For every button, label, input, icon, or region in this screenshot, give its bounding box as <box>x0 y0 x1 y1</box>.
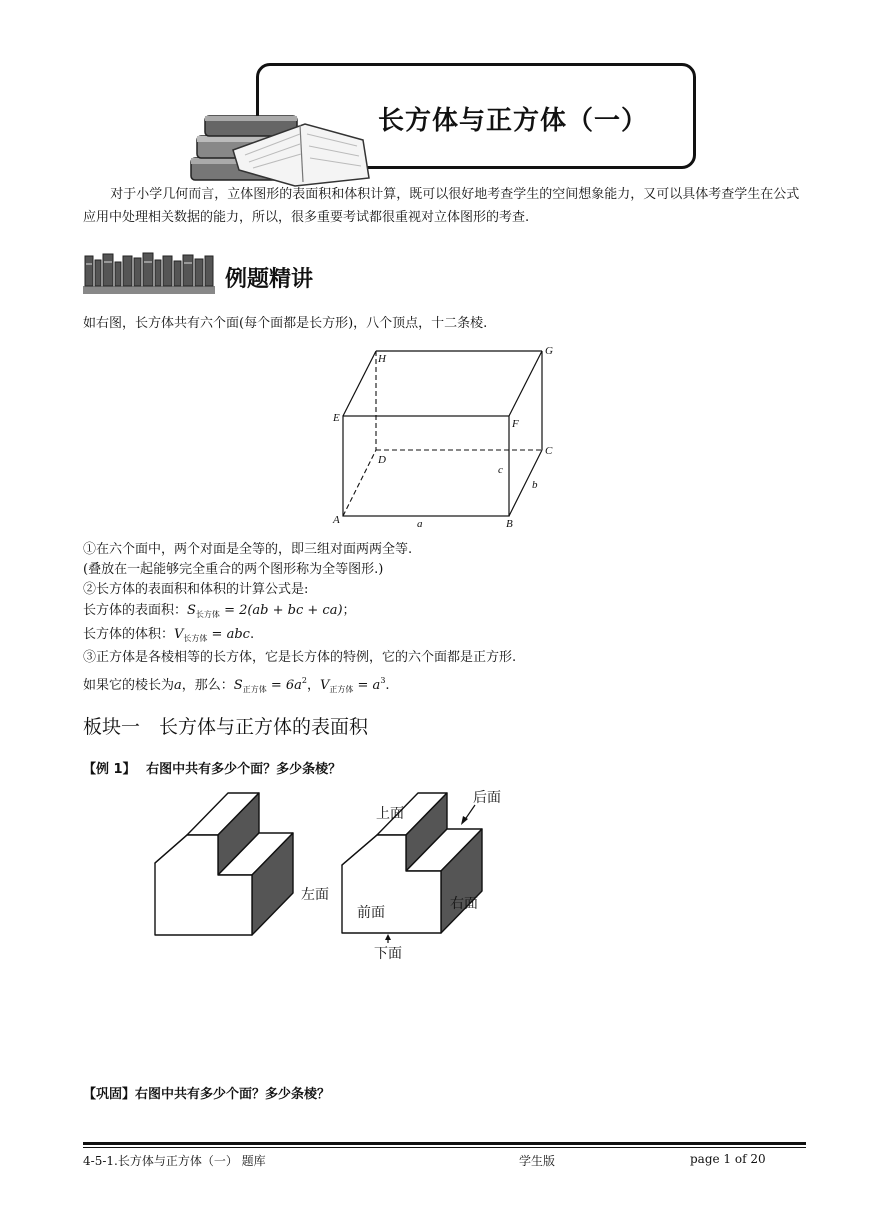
intro-paragraph: 对于小学几何而言，立体图形的表面积和体积计算，既可以很好地考查学生的空间想象能力，又可以具体考查学生在公式应用中处理相关数据的能力，所以，很多重要考试都很重视对立体图形的考查. <box>83 187 800 225</box>
footer-rule-thin <box>83 1147 806 1148</box>
example-1 <box>83 758 341 777</box>
property-1-text: ①在六个面中，两个对面是全等的，即三组对面两两全等. <box>83 542 413 557</box>
consolidate-question <box>83 1083 330 1102</box>
consolidate-tag: 【巩固】 <box>83 1087 136 1102</box>
footer-edition: 学生版 <box>519 1154 556 1168</box>
vertex-E-label: E <box>333 412 340 424</box>
footer-page-number: page 1 of 20 <box>690 1152 766 1166</box>
right-face-label: 右面 <box>450 896 478 912</box>
property-3-text: ③正方体是各棱相等的长方体，它是长方体的特例，它的六个面都是正方形. <box>83 650 517 665</box>
left-face-label: 左面 <box>301 887 329 903</box>
congruence-note: (叠放在一起能够完全重合的两个图形称为全等图形.) <box>83 562 384 577</box>
books-icon <box>185 100 375 188</box>
bookshelf-icon <box>83 250 215 296</box>
edge-b-label: b <box>532 479 538 491</box>
consolidate-text: 右图中共有多少个面？多少条棱？ <box>135 1087 331 1102</box>
top-face-label: 上面 <box>376 806 404 822</box>
vertex-C-label: C <box>545 445 553 457</box>
block-title: 板块一 长方体与正方体的表面积 <box>83 716 369 738</box>
property-2-text: ②长方体的表面积和体积的计算公式是: <box>83 582 309 597</box>
vertex-B-label: B <box>506 518 513 530</box>
example-1-question: 右图中共有多少个面？多少条棱？ <box>146 762 342 777</box>
example-1-tag: 【例 1】 <box>83 762 136 777</box>
volume-formula: 长方体的体积：$V_{长方体}$ = abc. <box>83 627 255 643</box>
front-face-label: 前面 <box>357 905 385 921</box>
bottom-face-label: 下面 <box>374 946 402 962</box>
stair-figures <box>150 785 500 965</box>
vertex-F-label: F <box>512 418 519 430</box>
cube-formula: 如果它的棱长为a，那么：$S_{正方体} = 6a^2$，$V_{正方体} = a^3$. <box>83 676 390 694</box>
cuboid-figure <box>330 343 562 533</box>
footer-doc-id: 4-5-1.长方体与正方体（一） 题库 <box>83 1154 266 1168</box>
page-title: 长方体与正方体（一） <box>378 106 649 136</box>
surface-area-formula: 长方体的表面积：$S_{长方体} = 2(ab$ + bc + ca)； <box>83 603 356 619</box>
vertex-A-label: A <box>333 514 340 526</box>
section-title: 例题精讲 <box>225 267 314 292</box>
edge-a-label: a <box>417 518 423 530</box>
vertex-H-label: H <box>378 353 386 365</box>
back-face-label: 后面 <box>473 790 501 806</box>
footer-rule-thick <box>83 1142 806 1145</box>
vertex-D-label: D <box>378 454 386 466</box>
vertex-G-label: G <box>545 345 553 357</box>
cuboid-intro-text: 如右图，长方体共有六个面(每个面都是长方形)，八个顶点，十二条棱. <box>83 316 488 331</box>
edge-c-label: c <box>498 464 503 476</box>
